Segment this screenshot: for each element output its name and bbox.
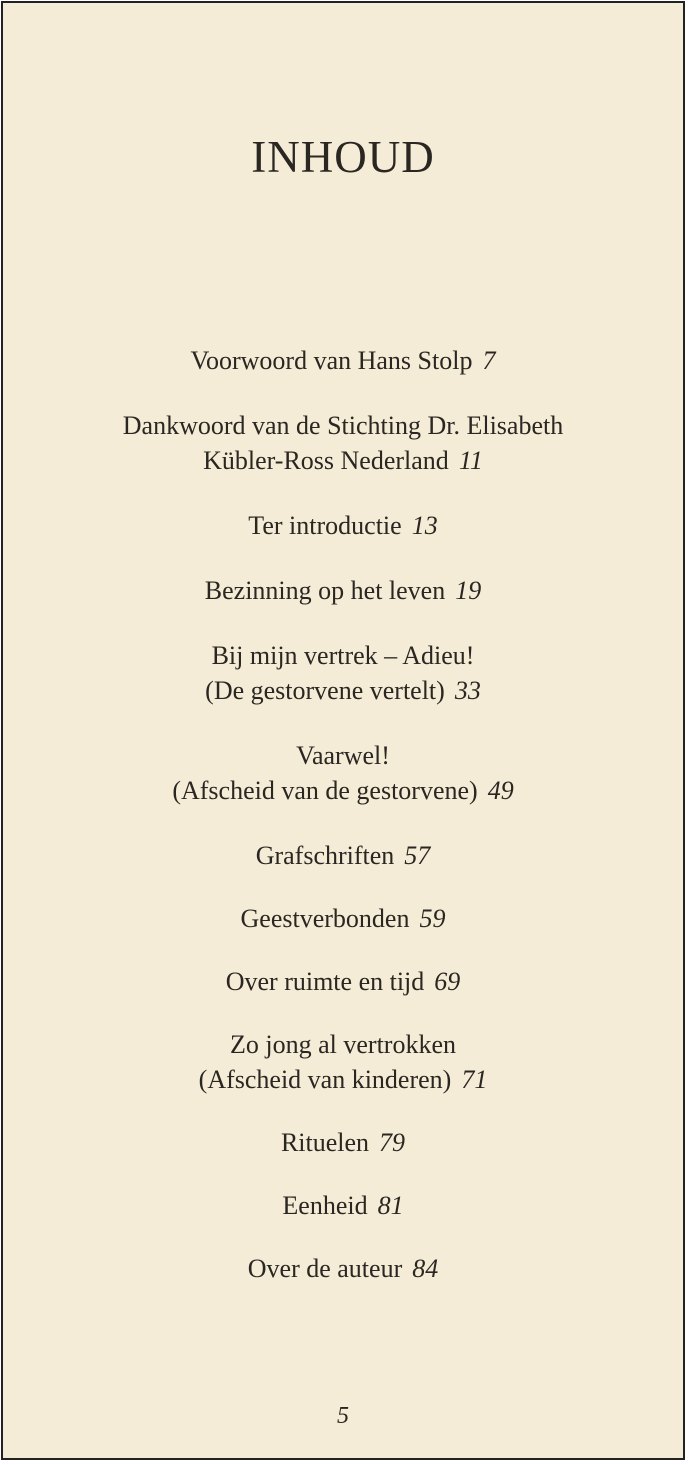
toc-page-number: 19 xyxy=(455,576,482,605)
toc-entry xyxy=(3,1125,683,1160)
toc-entry-title: Over de auteur xyxy=(247,1254,403,1283)
toc-entry-line xyxy=(3,838,683,873)
toc-entry-title: Rituelen xyxy=(280,1128,370,1157)
toc-entry-line xyxy=(3,964,683,999)
toc-entry-title: (Afscheid van de gestorvene) xyxy=(172,776,478,805)
toc-entry-title: Bezinning op het leven xyxy=(204,576,446,605)
toc-page-number: 81 xyxy=(377,1191,404,1220)
toc-entry-line xyxy=(3,1125,683,1160)
toc-entry-line: Zo jong al vertrokken xyxy=(230,1030,456,1059)
toc-page-number: 84 xyxy=(412,1254,439,1283)
toc-entry xyxy=(3,638,683,708)
toc-page-number: 79 xyxy=(379,1128,406,1157)
toc-entry-line xyxy=(3,1188,683,1223)
table-of-contents xyxy=(3,343,683,1286)
toc-entry-line xyxy=(3,443,683,478)
toc-entry-title: Geestverbonden xyxy=(240,904,410,933)
toc-entry-title: Grafschriften xyxy=(255,841,395,870)
toc-entry-line xyxy=(3,508,683,543)
page-number: 5 xyxy=(337,1403,349,1429)
toc-entry xyxy=(3,1027,683,1097)
toc-entry xyxy=(3,1188,683,1223)
toc-page-number: 69 xyxy=(434,967,461,996)
toc-entry xyxy=(3,408,683,478)
toc-entry-line xyxy=(3,773,683,808)
toc-entry-line xyxy=(3,1251,683,1286)
toc-entry-title: Voorwoord van Hans Stolp xyxy=(190,346,473,375)
toc-page-number: 11 xyxy=(458,446,483,475)
toc-entry xyxy=(3,738,683,808)
toc-entry xyxy=(3,964,683,999)
toc-entry xyxy=(3,573,683,608)
toc-entry-line: Dankwoord van de Stichting Dr. Elisabeth xyxy=(122,411,564,440)
toc-entry-line: Vaarwel! xyxy=(296,741,390,770)
toc-page-number: 59 xyxy=(419,904,446,933)
toc-entry xyxy=(3,838,683,873)
toc-entry-line xyxy=(3,343,683,378)
toc-entry-line: Bij mijn vertrek – Adieu! xyxy=(211,641,475,670)
toc-page-number: 7 xyxy=(482,346,496,375)
toc-entry-line xyxy=(3,673,683,708)
toc-entry-title: (De gestorvene vertelt) xyxy=(205,676,445,705)
toc-entry-title: Eenheid xyxy=(282,1191,368,1220)
toc-entry xyxy=(3,901,683,936)
toc-entry-title: (Afscheid van kinderen) xyxy=(198,1065,452,1094)
toc-page-number: 57 xyxy=(404,841,431,870)
toc-entry-title: Over ruimte en tijd xyxy=(225,967,425,996)
toc-page-number: 33 xyxy=(454,676,481,705)
toc-page-number: 71 xyxy=(461,1065,488,1094)
toc-entry-line xyxy=(3,1062,683,1097)
toc-entry xyxy=(3,1251,683,1286)
toc-entry-title: Kübler-Ross Nederland xyxy=(203,446,449,475)
toc-page-number: 49 xyxy=(487,776,514,805)
toc-entry-line xyxy=(3,901,683,936)
toc-entry-line xyxy=(3,573,683,608)
toc-entry-title: Ter introductie xyxy=(248,511,402,540)
toc-entry xyxy=(3,343,683,378)
page-title: INHOUD xyxy=(251,132,435,182)
book-page xyxy=(1,1,685,1460)
toc-entry xyxy=(3,508,683,543)
toc-page-number: 13 xyxy=(411,511,438,540)
